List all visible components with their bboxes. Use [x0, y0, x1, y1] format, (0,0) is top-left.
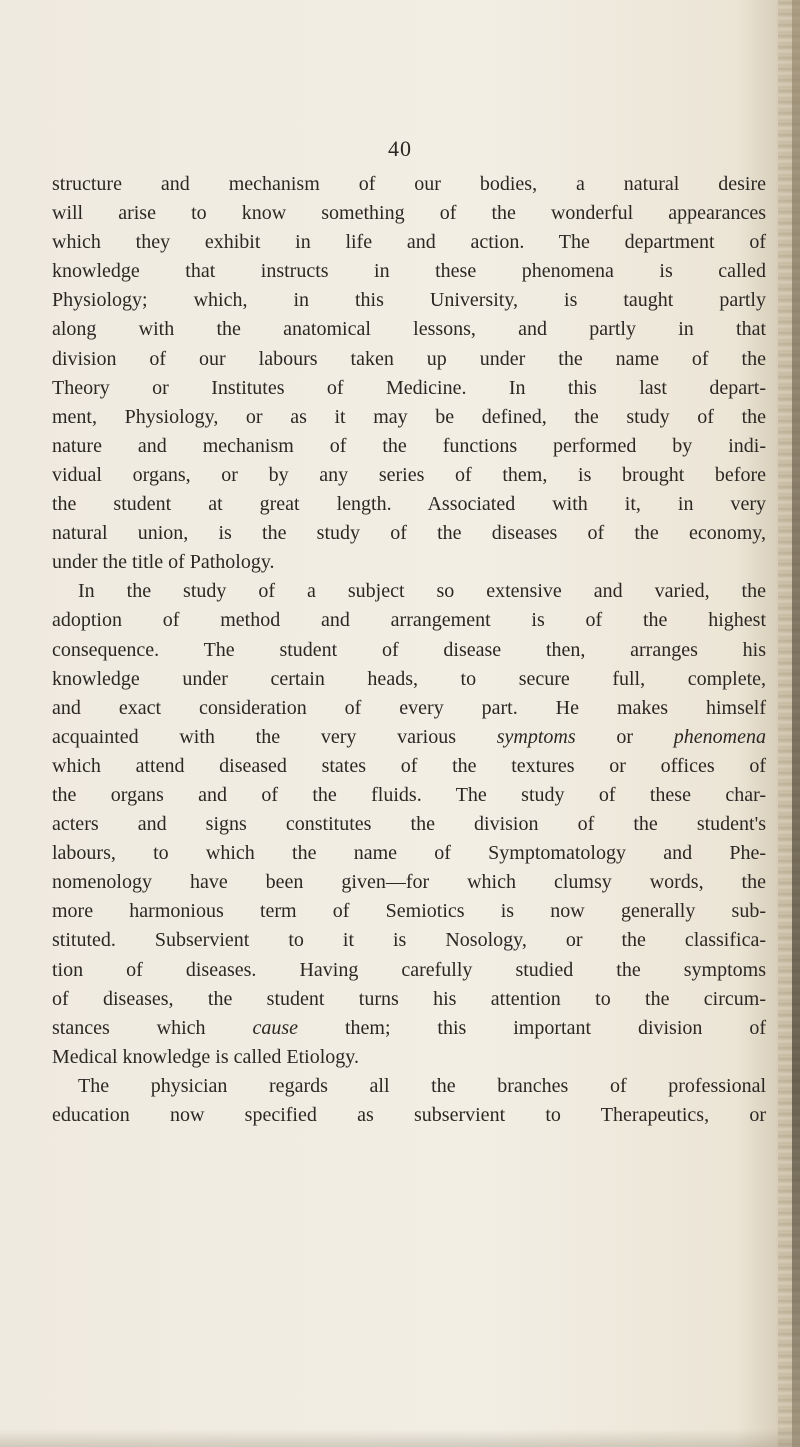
text-line: will arise to know something of the wonderful appearances — [52, 202, 766, 225]
text-line: which attend diseased states of the textures or offices of — [52, 754, 766, 777]
text-line: knowledge under certain heads, to secure full, complete, — [52, 667, 766, 690]
text-line: stituted. Subservient to it is Nosology, or the classifica- — [52, 929, 766, 952]
text-segment: or — [575, 725, 674, 748]
page-bottom-shadow — [0, 1429, 800, 1447]
page-edge-binding — [792, 0, 800, 1447]
text-line: acters and signs constitutes the division of the student's — [52, 813, 766, 836]
body-text — [52, 170, 766, 1130]
paragraph-start-line: The physician regards all the branches of professional — [78, 1074, 766, 1097]
text-line: nomenology have been given—for which clumsy words, the — [52, 871, 766, 894]
text-line: vidual organs, or by any series of them, is brought before — [52, 463, 766, 486]
text-line-with-italics — [52, 1014, 766, 1043]
text-line: ment, Physiology, or as it may be defined, the study of the — [52, 405, 766, 428]
italic-term: phenomena — [673, 725, 766, 748]
text-line: natural union, is the study of the diseases of the economy, — [52, 522, 766, 545]
text-line: structure and mechanism of our bodies, a natural desire — [52, 173, 766, 195]
text-line-with-italics — [52, 723, 766, 752]
text-line: and exact consideration of every part. He makes himself — [52, 696, 766, 719]
text-line: of diseases, the student turns his attention to the circum- — [52, 987, 766, 1010]
text-segment: acquainted with the very various — [52, 725, 497, 748]
text-line: division of our labours taken up under the name of the — [52, 347, 766, 370]
italic-term: symptoms — [496, 725, 576, 748]
text-line: the student at great length. Associated with it, in very — [52, 493, 766, 516]
text-line: education now specified as subservient to Therapeutics, or — [52, 1104, 766, 1126]
paragraph-start-line: In the study of a subject so extensive and varied, the — [78, 580, 766, 603]
text-line: consequence. The student of disease then, arranges his — [52, 638, 766, 661]
text-line: tion of diseases. Having carefully studied the symptoms — [52, 958, 766, 981]
text-line: the organs and of the fluids. The study of these char- — [52, 783, 766, 806]
text-line: more harmonious term of Semiotics is now generally sub- — [52, 900, 766, 923]
paragraph-end-line: Medical knowledge is called Etiology. — [52, 1045, 359, 1068]
paragraph-end-line: under the title of Pathology. — [52, 551, 275, 574]
text-line: labours, to which the name of Symptomatology and Phe- — [52, 842, 766, 865]
text-segment: stances which — [52, 1016, 253, 1039]
text-line: knowledge that instructs in these phenomena is called — [52, 260, 766, 283]
text-segment: them; this important division of — [298, 1016, 766, 1039]
text-line: nature and mechanism of the functions performed by indi- — [52, 434, 766, 457]
text-line: along with the anatomical lessons, and partly in that — [52, 318, 766, 341]
text-line: which they exhibit in life and action. The department of — [52, 231, 766, 254]
page-number: 40 — [388, 136, 412, 161]
text-line: Physiology; which, in this University, is taught partly — [52, 289, 766, 312]
text-line: adoption of method and arrangement is of the highest — [52, 609, 766, 632]
italic-term: cause — [252, 1016, 299, 1039]
text-line: Theory or Institutes of Medicine. In this last depart- — [52, 376, 766, 399]
